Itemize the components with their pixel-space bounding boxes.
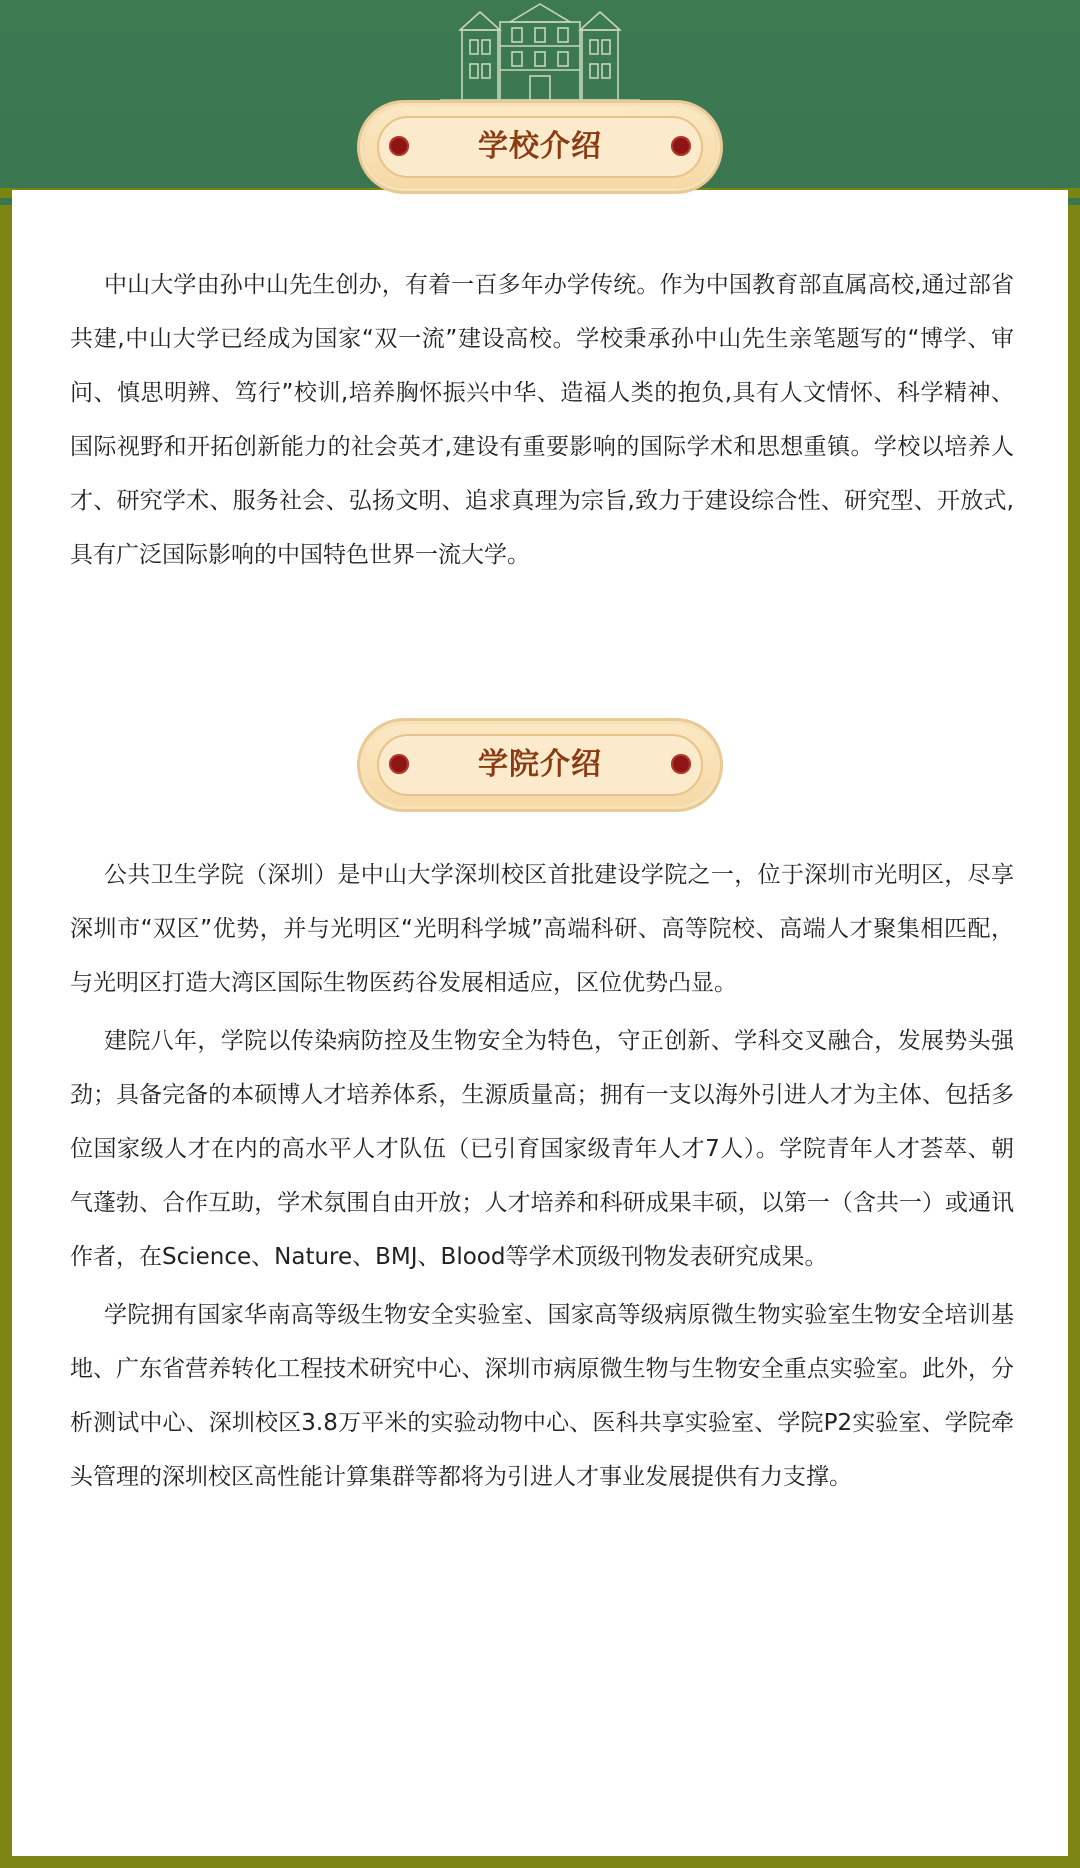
paragraph: 中山大学由孙中山先生创办，有着一百多年办学传统。作为中国教育部直属高校,通过部省共建,中山大学已经成为国家“双一流”建设高校。学校秉承孙中山先生亲笔题写的“博学、审问、慎思明辨、笃行”校训,培养胸怀振兴中华、造福人类的抱负,具有人文情怀、科学精神、国际视野和开拓创新能力的社会英才,建设有重要影响的国际学术和思想重镇。学校以培养人才、研究学术、服务社会、弘扬文明、追求真理为宗旨,致力于建设综合性、研究型、开放式,具有广泛国际影响的中国特色世界一流大学。 bbox=[70, 272, 1014, 568]
college-intro-banner bbox=[363, 724, 717, 806]
campus-building-icon bbox=[440, 0, 640, 100]
paragraph: 公共卫生学院（深圳）是中山大学深圳校区首批建设学院之一，位于深圳市光明区，尽享深圳市“双区”优势，并与光明区“光明科学城”高端科研、高等院校、高端人才聚集相匹配，与光明区打造大湾区国际生物医药谷发展相适应，区位优势凸显。 bbox=[70, 862, 1014, 996]
paragraph: 建院八年，学院以传染病防控及生物安全为特色，守正创新、学科交叉融合，发展势头强劲；具备完备的本硕博人才培养体系，生源质量高；拥有一支以海外引进人才为主体、包括多位国家级人才在内的高水平人才队伍（已引育国家级青年人才7人）。学院青年人才荟萃、朝气蓬勃、合作互助，学术氛围自由开放；人才培养和科研成果丰硕，以第一（含共一）或通讯作者，在Science、Nature、BMJ、Blood等学术顶级刊物发表研究成果。 bbox=[70, 1028, 1014, 1270]
school-intro-text bbox=[70, 258, 1014, 582]
paragraph: 学院拥有国家华南高等级生物安全实验室、国家高等级病原微生物实验室生物安全培训基地、广东省营养转化工程技术研究中心、深圳市病原微生物与生物安全重点实验室。此外，分析测试中心、深圳校区3.8万平米的实验动物中心、医科共享实验室、学院P2实验室、学院牵头管理的深圳校区高性能计算集群等都将为引进人才事业发展提供有力支撑。 bbox=[70, 1302, 1014, 1490]
section-title: 学院介绍 bbox=[478, 747, 602, 782]
school-intro-banner bbox=[363, 106, 717, 188]
section-title: 学校介绍 bbox=[478, 129, 602, 164]
college-intro-text bbox=[70, 848, 1014, 1504]
